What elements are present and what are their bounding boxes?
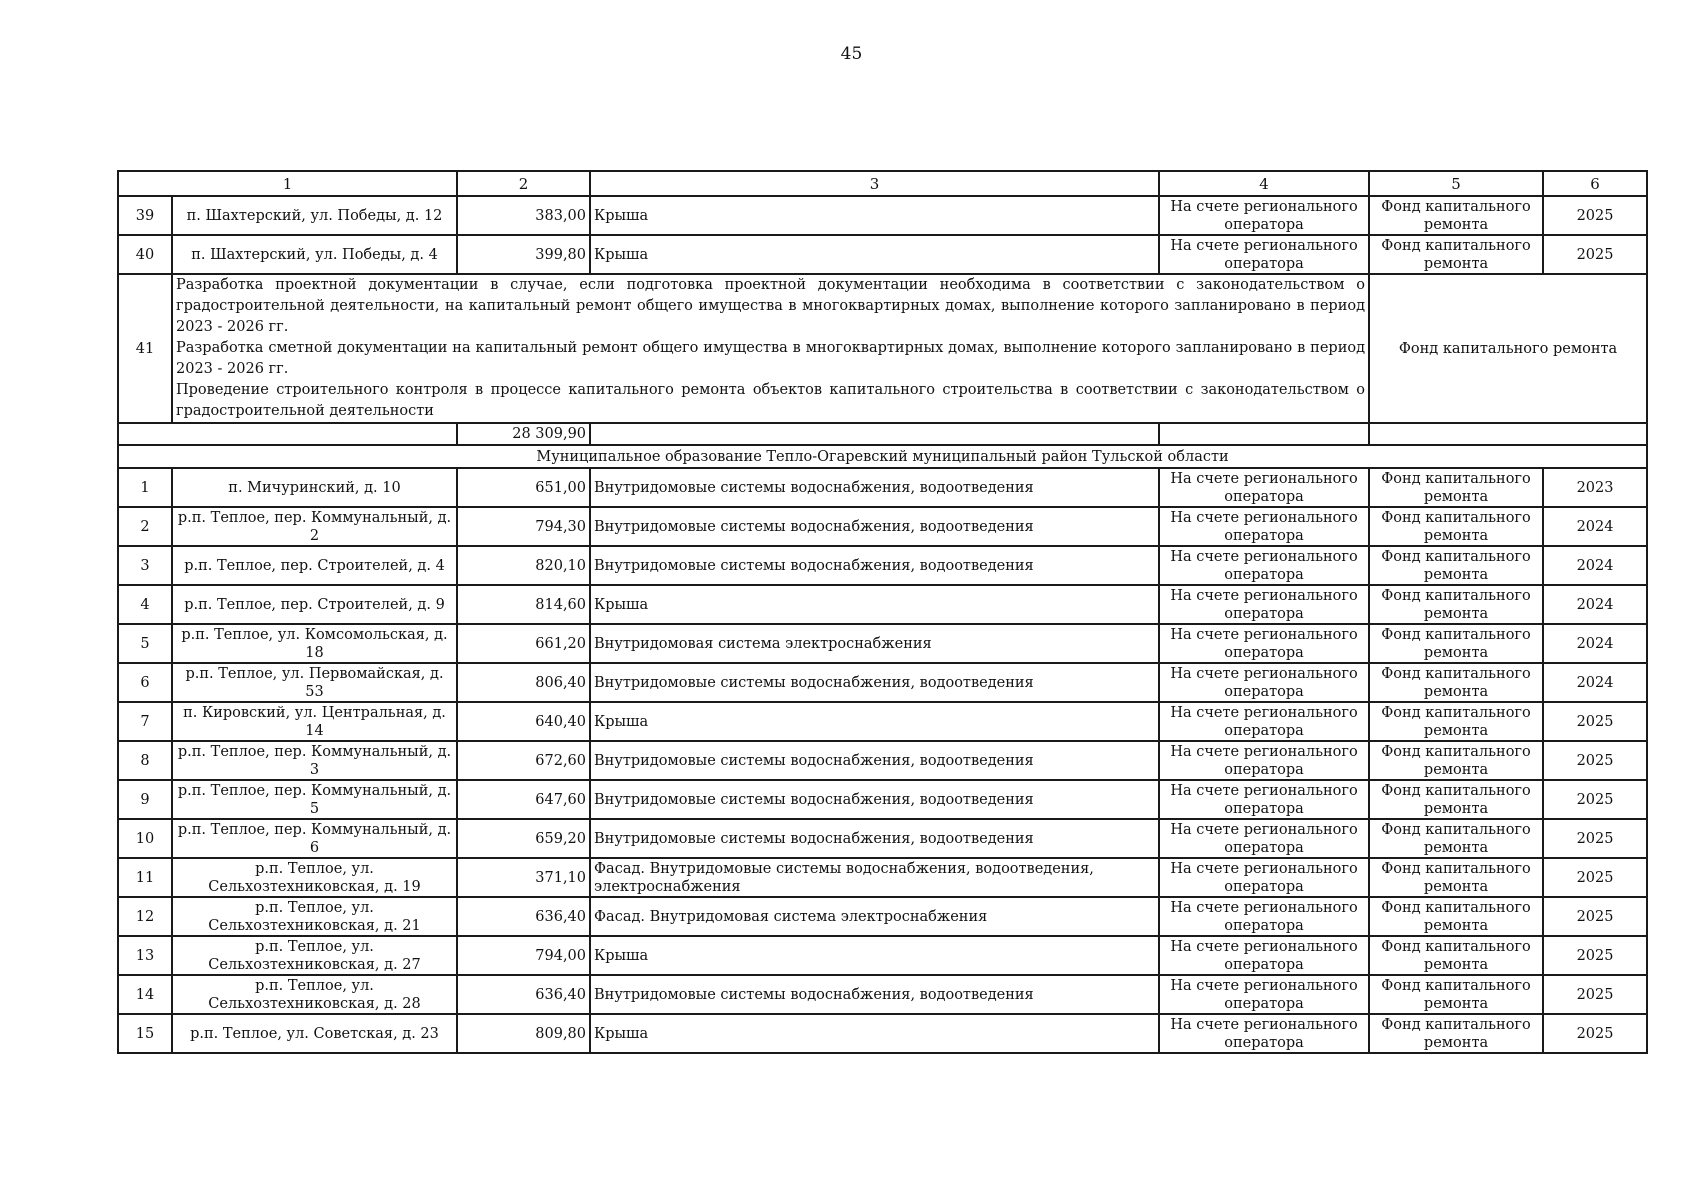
row-number: 10 xyxy=(118,819,172,858)
works-cell: Внутридомовые системы водоснабжения, водоотведения xyxy=(590,468,1159,507)
source-cell: Фонд капитального ремонта xyxy=(1369,624,1543,663)
account-cell: На счете регионального оператора xyxy=(1159,819,1369,858)
account-cell: На счете регионального оператора xyxy=(1159,780,1369,819)
year-cell: 2024 xyxy=(1543,585,1647,624)
address-cell: р.п. Теплое, пер. Коммунальный, д. 5 xyxy=(172,780,457,819)
source-cell: Фонд капитального ремонта xyxy=(1369,897,1543,936)
year-cell: 2025 xyxy=(1543,897,1647,936)
area-cell: 661,20 xyxy=(457,624,590,663)
capital-repair-table xyxy=(117,170,1648,1054)
works-cell: Внутридомовые системы водоснабжения, водоотведения xyxy=(590,741,1159,780)
account-cell: На счете регионального оператора xyxy=(1159,196,1369,235)
area-cell: 672,60 xyxy=(457,741,590,780)
table-row xyxy=(118,663,1647,702)
table-row xyxy=(118,624,1647,663)
year-cell: 2024 xyxy=(1543,663,1647,702)
table-row xyxy=(118,507,1647,546)
year-cell: 2025 xyxy=(1543,741,1647,780)
row-number: 2 xyxy=(118,507,172,546)
account-cell: На счете регионального оператора xyxy=(1159,936,1369,975)
area-cell: 640,40 xyxy=(457,702,590,741)
area-cell: 651,00 xyxy=(457,468,590,507)
account-cell: На счете регионального оператора xyxy=(1159,1014,1369,1053)
address-cell: р.п. Теплое, пер. Строителей, д. 9 xyxy=(172,585,457,624)
row-number: 4 xyxy=(118,585,172,624)
area-cell: 383,00 xyxy=(457,196,590,235)
works-cell: Внутридомовая система электроснабжения xyxy=(590,624,1159,663)
row-number: 8 xyxy=(118,741,172,780)
account-cell: На счете регионального оператора xyxy=(1159,585,1369,624)
source-cell: Фонд капитального ремонта xyxy=(1369,663,1543,702)
total-label-cell xyxy=(118,423,457,445)
source-cell: Фонд капитального ремонта xyxy=(1369,858,1543,897)
row-number: 40 xyxy=(118,235,172,274)
address-cell: р.п. Теплое, ул. Советская, д. 23 xyxy=(172,1014,457,1053)
year-cell: 2024 xyxy=(1543,624,1647,663)
source-cell: Фонд капитального ремонта xyxy=(1369,819,1543,858)
account-cell: На счете регионального оператора xyxy=(1159,897,1369,936)
works-cell: Крыша xyxy=(590,936,1159,975)
table-row xyxy=(118,858,1647,897)
description-paragraph: Проведение строительного контроля в процессе капитального ремонта объектов капитального строительства в соответствии с законодательством о градостроительной деятельности xyxy=(176,382,1366,419)
source-cell: Фонд капитального ремонта xyxy=(1369,975,1543,1014)
source-cell: Фонд капитального ремонта xyxy=(1369,702,1543,741)
area-cell: 371,10 xyxy=(457,858,590,897)
account-cell: На счете регионального оператора xyxy=(1159,235,1369,274)
row-number: 11 xyxy=(118,858,172,897)
empty-cell xyxy=(1369,423,1647,445)
empty-cell xyxy=(590,423,1159,445)
source-cell: Фонд капитального ремонта xyxy=(1369,468,1543,507)
address-cell: п. Мичуринский, д. 10 xyxy=(172,468,457,507)
header-cell-2: 2 xyxy=(457,171,590,196)
table-row xyxy=(118,741,1647,780)
area-cell: 636,40 xyxy=(457,897,590,936)
row-number: 39 xyxy=(118,196,172,235)
account-cell: На счете регионального оператора xyxy=(1159,468,1369,507)
empty-cell xyxy=(1159,423,1369,445)
source-cell: Фонд капитального ремонта xyxy=(1369,546,1543,585)
year-cell: 2025 xyxy=(1543,780,1647,819)
table-row xyxy=(118,196,1647,235)
source-cell: Фонд капитального ремонта xyxy=(1369,507,1543,546)
table-row xyxy=(118,546,1647,585)
year-cell: 2024 xyxy=(1543,507,1647,546)
area-cell: 399,80 xyxy=(457,235,590,274)
area-cell: 794,30 xyxy=(457,507,590,546)
source-cell: Фонд капитального ремонта xyxy=(1369,936,1543,975)
header-row xyxy=(118,171,1647,196)
row-number: 1 xyxy=(118,468,172,507)
table-row-41 xyxy=(118,274,1647,423)
table-row xyxy=(118,819,1647,858)
row-number: 3 xyxy=(118,546,172,585)
table-row xyxy=(118,702,1647,741)
account-cell: На счете регионального оператора xyxy=(1159,975,1369,1014)
area-cell: 647,60 xyxy=(457,780,590,819)
row-number: 12 xyxy=(118,897,172,936)
description-cell xyxy=(172,274,1369,423)
works-cell: Внутридомовые системы водоснабжения, водоотведения xyxy=(590,819,1159,858)
area-cell: 820,10 xyxy=(457,546,590,585)
works-cell: Крыша xyxy=(590,702,1159,741)
source-cell: Фонд капитального ремонта xyxy=(1369,1014,1543,1053)
works-cell: Крыша xyxy=(590,585,1159,624)
table-body xyxy=(118,171,1647,1053)
source-cell: Фонд капитального ремонта xyxy=(1369,274,1647,423)
account-cell: На счете регионального оператора xyxy=(1159,858,1369,897)
year-cell: 2024 xyxy=(1543,546,1647,585)
source-cell: Фонд капитального ремонта xyxy=(1369,741,1543,780)
year-cell: 2023 xyxy=(1543,468,1647,507)
section-title: Муниципальное образование Тепло-Огаревский муниципальный район Тульской области xyxy=(118,445,1647,468)
works-cell: Фасад. Внутридомовые системы водоснабжения, водоотведения, электроснабжения xyxy=(590,858,1159,897)
section-row xyxy=(118,445,1647,468)
total-row xyxy=(118,423,1647,445)
works-cell: Крыша xyxy=(590,196,1159,235)
address-cell: р.п. Теплое, ул. Комсомольская, д. 18 xyxy=(172,624,457,663)
account-cell: На счете регионального оператора xyxy=(1159,702,1369,741)
page-number: 45 xyxy=(840,44,863,64)
table-row xyxy=(118,1014,1647,1053)
area-cell: 659,20 xyxy=(457,819,590,858)
description-paragraph: Разработка проектной документации в случае, если подготовка проектной документации необходима в соответствии с законодательством о градостроительной деятельности, на капитальный ремонт общего имущества в многоквартирных домах, выполнение которого запланировано в период 2023 - 2026 гг. xyxy=(176,277,1366,335)
works-cell: Крыша xyxy=(590,1014,1159,1053)
year-cell: 2025 xyxy=(1543,1014,1647,1053)
header-cell-3: 3 xyxy=(590,171,1159,196)
address-cell: р.п. Теплое, пер. Коммунальный, д. 3 xyxy=(172,741,457,780)
source-cell: Фонд капитального ремонта xyxy=(1369,235,1543,274)
address-cell: р.п. Теплое, пер. Коммунальный, д. 6 xyxy=(172,819,457,858)
header-cell-5: 5 xyxy=(1369,171,1543,196)
row-number: 13 xyxy=(118,936,172,975)
row-number: 41 xyxy=(118,274,172,423)
works-cell: Внутридомовые системы водоснабжения, водоотведения xyxy=(590,975,1159,1014)
area-cell: 814,60 xyxy=(457,585,590,624)
year-cell: 2025 xyxy=(1543,235,1647,274)
address-cell: п. Шахтерский, ул. Победы, д. 4 xyxy=(172,235,457,274)
year-cell: 2025 xyxy=(1543,819,1647,858)
total-value: 28 309,90 xyxy=(457,423,590,445)
year-cell: 2025 xyxy=(1543,858,1647,897)
works-cell: Крыша xyxy=(590,235,1159,274)
table-row xyxy=(118,897,1647,936)
source-cell: Фонд капитального ремонта xyxy=(1369,780,1543,819)
area-cell: 794,00 xyxy=(457,936,590,975)
area-cell: 636,40 xyxy=(457,975,590,1014)
table-row xyxy=(118,975,1647,1014)
source-cell: Фонд капитального ремонта xyxy=(1369,585,1543,624)
address-cell: р.п. Теплое, пер. Коммунальный, д. 2 xyxy=(172,507,457,546)
row-number: 15 xyxy=(118,1014,172,1053)
row-number: 6 xyxy=(118,663,172,702)
account-cell: На счете регионального оператора xyxy=(1159,546,1369,585)
account-cell: На счете регионального оператора xyxy=(1159,507,1369,546)
year-cell: 2025 xyxy=(1543,702,1647,741)
works-cell: Внутридомовые системы водоснабжения, водоотведения xyxy=(590,546,1159,585)
area-cell: 809,80 xyxy=(457,1014,590,1053)
account-cell: На счете регионального оператора xyxy=(1159,624,1369,663)
year-cell: 2025 xyxy=(1543,936,1647,975)
address-cell: р.п. Теплое, ул. Первомайская, д. 53 xyxy=(172,663,457,702)
header-cell-1: 1 xyxy=(118,171,457,196)
year-cell: 2025 xyxy=(1543,196,1647,235)
account-cell: На счете регионального оператора xyxy=(1159,741,1369,780)
header-cell-4: 4 xyxy=(1159,171,1369,196)
works-cell: Внутридомовые системы водоснабжения, водоотведения xyxy=(590,507,1159,546)
description-paragraph: Разработка сметной документации на капитальный ремонт общего имущества в многоквартирных домах, выполнение которого запланировано в период 2023 - 2026 гг. xyxy=(176,340,1366,377)
row-number: 14 xyxy=(118,975,172,1014)
table-row xyxy=(118,468,1647,507)
address-cell: р.п. Теплое, ул. Сельхозтехниковская, д. 21 xyxy=(172,897,457,936)
address-cell: р.п. Теплое, ул. Сельхозтехниковская, д. 19 xyxy=(172,858,457,897)
row-number: 7 xyxy=(118,702,172,741)
row-number: 9 xyxy=(118,780,172,819)
works-cell: Внутридомовые системы водоснабжения, водоотведения xyxy=(590,780,1159,819)
table-row xyxy=(118,936,1647,975)
address-cell: п. Шахтерский, ул. Победы, д. 12 xyxy=(172,196,457,235)
table-row xyxy=(118,235,1647,274)
source-cell: Фонд капитального ремонта xyxy=(1369,196,1543,235)
address-cell: п. Кировский, ул. Центральная, д. 14 xyxy=(172,702,457,741)
table-row xyxy=(118,585,1647,624)
row-number: 5 xyxy=(118,624,172,663)
area-cell: 806,40 xyxy=(457,663,590,702)
address-cell: р.п. Теплое, ул. Сельхозтехниковская, д. 28 xyxy=(172,975,457,1014)
account-cell: На счете регионального оператора xyxy=(1159,663,1369,702)
works-cell: Фасад. Внутридомовая система электроснабжения xyxy=(590,897,1159,936)
year-cell: 2025 xyxy=(1543,975,1647,1014)
address-cell: р.п. Теплое, ул. Сельхозтехниковская, д. 27 xyxy=(172,936,457,975)
header-cell-6: 6 xyxy=(1543,171,1647,196)
works-cell: Внутридомовые системы водоснабжения, водоотведения xyxy=(590,663,1159,702)
table-row xyxy=(118,780,1647,819)
address-cell: р.п. Теплое, пер. Строителей, д. 4 xyxy=(172,546,457,585)
